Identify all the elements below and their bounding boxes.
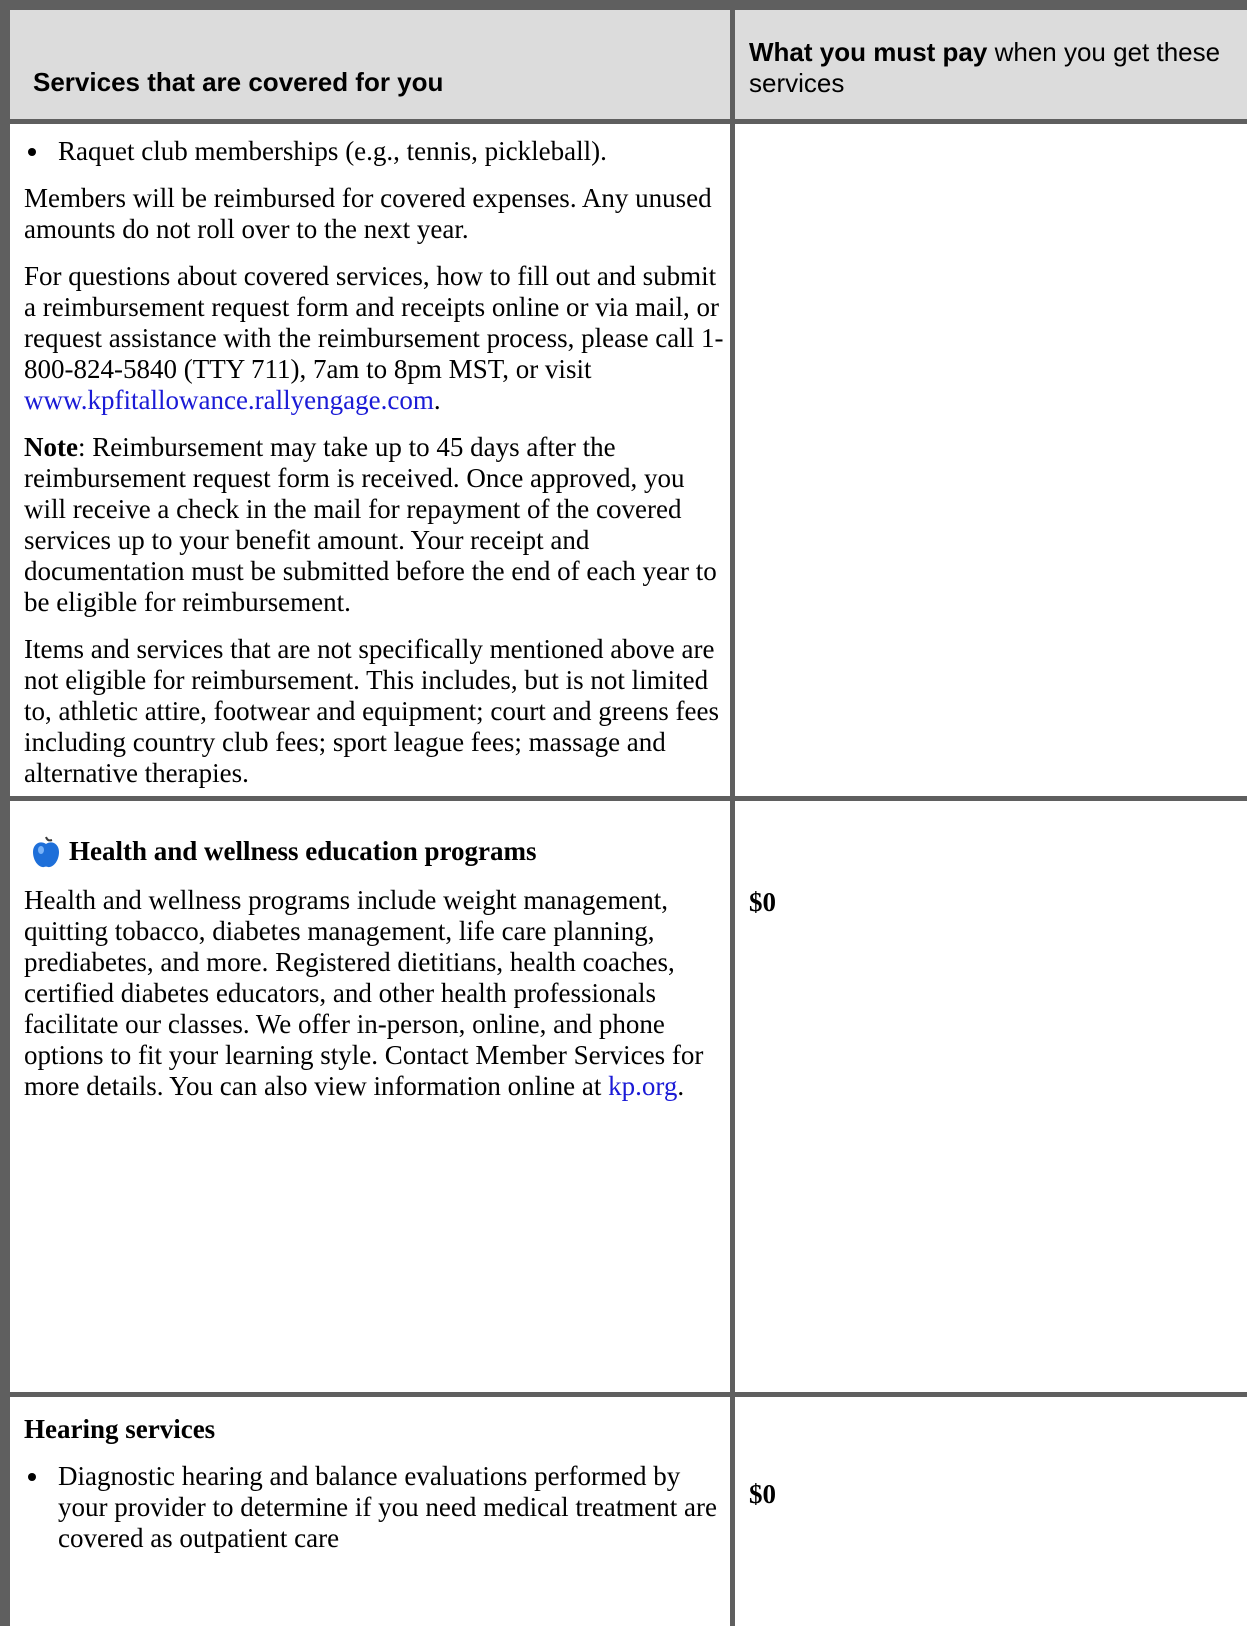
questions-end: . <box>433 385 441 415</box>
list-item <box>24 136 724 167</box>
list-item <box>24 1461 724 1554</box>
hearing-evaluation-item: Diagnostic hearing and balance evaluations performed by your provider to determine if you need medical treatment are covered as outpatient care <box>58 1461 717 1553</box>
questions-text: For questions about covered services, how to fill out and submit a reimbursement request form and receipts online or via mail, or request assistance with the reimbursement process, please call 1-800-824-5840 (TTY 711), 7am to 8pm MST, or visit <box>24 261 724 384</box>
questions-paragraph <box>24 261 724 416</box>
header-what-you-pay <box>749 37 1244 99</box>
wellness-body <box>24 885 724 1102</box>
wellness-body-cell <box>24 885 724 1102</box>
wellness-pay-amount: $0 <box>749 887 776 917</box>
note-label: Note <box>24 432 78 462</box>
hearing-title: Hearing services <box>24 1414 216 1444</box>
apple-icon <box>31 835 61 869</box>
note-paragraph <box>24 432 724 618</box>
header-services-covered: Services that are covered for you <box>33 67 444 97</box>
wellness-text: Health and wellness programs include weight management, quitting tobacco, diabetes management, life care planning, prediabetes, and more. Registered dietitians, health coaches, certified diabetes educators, and other health professionals facilitate our classes. We offer in-person, online, and phone options to fit your learning style. Contact Member Services for more details. You can also view information online at <box>24 885 704 1101</box>
not-eligible-paragraph: Items and services that are not specifically mentioned above are not eligible for reimbursement. This includes, but is not limited to, athletic attire, footwear and equipment; court and greens fees including country club fees; sport league fees; massage and alternative therapies. <box>24 634 719 788</box>
wellness-title: Health and wellness education programs <box>69 836 537 866</box>
bullet-icon <box>28 148 36 156</box>
header-pay-bold: What you must pay <box>749 37 988 67</box>
kp-org-link[interactable]: kp.org <box>608 1071 678 1101</box>
raquet-club-item: Raquet club memberships (e.g., tennis, pickleball). <box>58 136 607 166</box>
header-pay-rest: when you get these services <box>749 37 1221 98</box>
row-divider-1 <box>10 796 1247 801</box>
kpfitallowance-link[interactable]: www.kpfitallowance.rallyengage.com <box>24 385 434 415</box>
wellness-title-cell <box>69 836 724 867</box>
reimbursement-paragraph: Members will be reimbursed for covered expenses. Any unused amounts do not roll over to the next year. <box>24 183 712 244</box>
bullet-icon <box>28 1473 36 1481</box>
note-text: : Reimbursement may take up to 45 days after the reimbursement request form is received. Once approved, you will receive a check in the mail for repayment of the covered services up to your benefit amount. Your receipt and documentation must be submitted before the end of each year to be eligible for reimbursement. <box>24 432 717 617</box>
wellness-end: . <box>677 1071 685 1101</box>
header-divider <box>10 119 1247 124</box>
column-divider <box>730 10 735 1626</box>
hearing-pay-amount: $0 <box>749 1479 776 1509</box>
hearing-cell <box>24 1414 724 1554</box>
row-divider-2 <box>10 1392 1247 1397</box>
fitness-allowance-cell <box>24 136 724 789</box>
